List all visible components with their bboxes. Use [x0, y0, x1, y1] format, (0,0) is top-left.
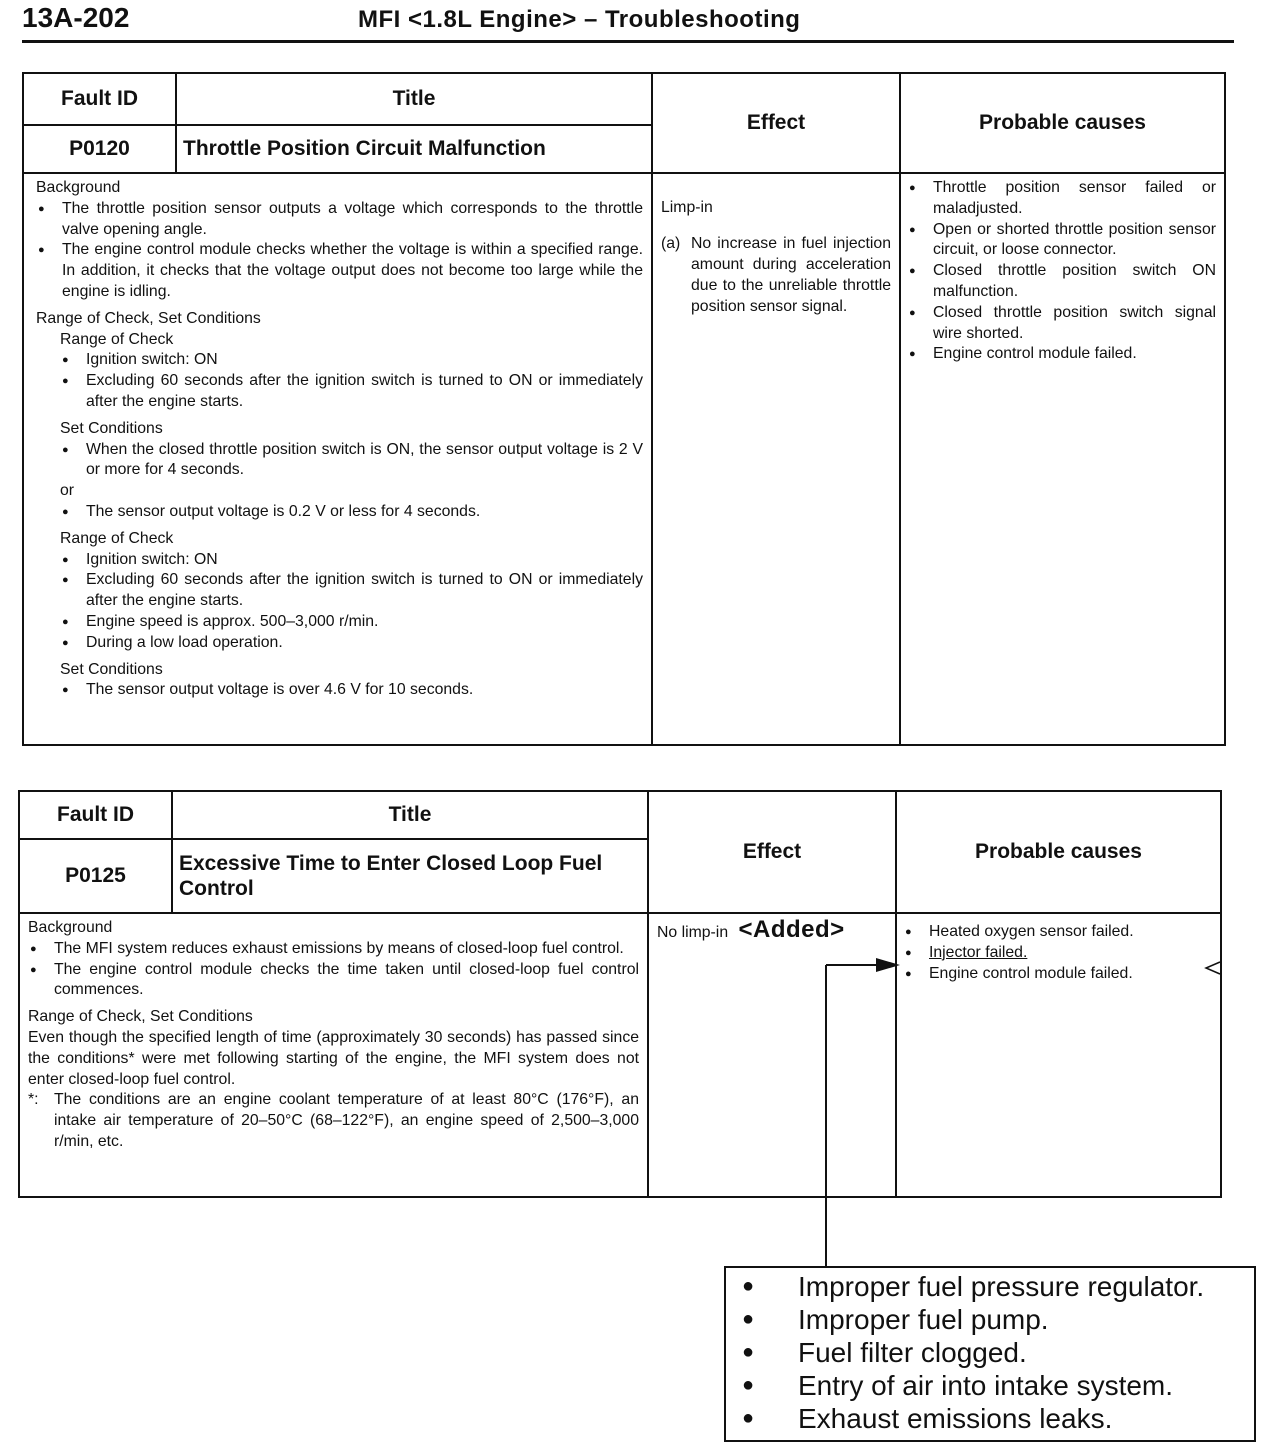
background-label: Background	[28, 919, 113, 936]
cause-item: ● Throttle position sensor failed or maladjusted.	[907, 178, 1216, 220]
fault-description	[23, 173, 652, 745]
background-item: ● The engine control module checks whether the voltage is within a specified range. In addition, it checks that the voltage output does not become too large while the engine is idling.	[36, 240, 643, 302]
cause-item: ● Injector failed.	[903, 943, 1212, 964]
background-item: ● The engine control module checks the time taken until closed-loop fuel control commences.	[28, 960, 639, 1002]
fault-id-header: Fault ID	[19, 791, 172, 839]
range-item: ● Engine speed is approx. 500–3,000 r/min.	[60, 612, 643, 633]
range-set-label: Range of Check, Set Conditions	[28, 1008, 253, 1026]
effect-marker: (a)	[661, 235, 681, 253]
set-condition-item: ● When the closed throttle position switch is ON, the sensor output voltage is 2 V or more for 4 seconds.	[60, 440, 643, 482]
effect-header: Effect	[648, 791, 896, 913]
range-of-check-label: Range of Check	[60, 529, 174, 547]
fault-id-header: Fault ID	[23, 73, 176, 125]
limp-in-label: Limp-in	[661, 198, 713, 216]
cause-item: ● Closed throttle position switch signal wire shorted.	[907, 303, 1216, 345]
background-item: ● The throttle position sensor outputs a voltage which corresponds to the throttle valve opening angle.	[36, 199, 643, 241]
footnote	[28, 1090, 639, 1152]
footnote-mark: *:	[28, 1091, 39, 1109]
page-header	[22, 2, 1234, 43]
fault-title: Throttle Position Circuit Malfunction	[176, 125, 652, 173]
range-item: ● Ignition switch: ON	[60, 350, 643, 371]
cause-item: ● Engine control module failed.	[907, 344, 1216, 365]
causes-header: Probable causes	[900, 73, 1225, 173]
range-text: Even though the specified length of time (approximately 30 seconds) has passed since the conditions* were met following starting of the engine, the MFI system does not enter closed-loop fuel control.	[28, 1028, 639, 1088]
range-of-check-label: Range of Check	[60, 330, 174, 348]
title-header: Title	[176, 73, 652, 125]
page-title: MFI <1.8L Engine> – Troubleshooting	[358, 6, 801, 33]
background-label: Background	[36, 179, 121, 196]
fault-table-p0120	[22, 72, 1226, 746]
effect-text: No increase in fuel injection amount during acceleration due to the unreliable throttle position sensor signal.	[691, 235, 891, 315]
title-header: Title	[172, 791, 648, 839]
set-conditions-label: Set Conditions	[60, 419, 163, 437]
range-item: ● Excluding 60 seconds after the ignition switch is turned to ON or immediately after the engine starts.	[60, 570, 643, 612]
cause-item: ● Closed throttle position switch ON malfunction.	[907, 261, 1216, 303]
fault-title: Excessive Time to Enter Closed Loop Fuel Control	[172, 839, 648, 913]
added-cause-item: ● Improper fuel pressure regulator.	[726, 1270, 1254, 1303]
range-set-label: Range of Check, Set Conditions	[36, 309, 261, 327]
fault-id-value: P0125	[19, 839, 172, 913]
added-cause-item: ● Fuel filter clogged.	[726, 1336, 1254, 1369]
fault-id-value: P0120	[23, 125, 176, 173]
causes-cell	[896, 913, 1221, 1197]
range-item: ● During a low load operation.	[60, 633, 643, 654]
added-label: <Added>	[738, 916, 845, 943]
range-item: ● Excluding 60 seconds after the ignition switch is turned to ON or immediately after the engine starts.	[60, 371, 643, 413]
or-label: or	[60, 482, 75, 500]
added-causes-box	[724, 1266, 1256, 1442]
set-conditions-label: Set Conditions	[60, 660, 163, 678]
cause-item: ● Open or shorted throttle position sensor circuit, or loose connector.	[907, 220, 1216, 262]
page-number: 13A-202	[22, 2, 130, 33]
causes-header: Probable causes	[896, 791, 1221, 913]
set-condition-item: ● The sensor output voltage is 0.2 V or less for 4 seconds.	[60, 502, 643, 523]
effect-item	[661, 234, 891, 317]
effect-header: Effect	[652, 73, 900, 173]
footnote-text: The conditions are an engine coolant temperature of at least 80°C (176°F), an intake air temperature of 20–50°C (68–122°F), an engine speed of 2,500–3,000 r/min, etc.	[54, 1091, 639, 1150]
set-condition-item: ● The sensor output voltage is over 4.6 V for 10 seconds.	[60, 680, 643, 701]
range-item: ● Ignition switch: ON	[60, 550, 643, 571]
added-cause-item: ● Entry of air into intake system.	[726, 1369, 1254, 1402]
cause-item: ● Engine control module failed.	[903, 964, 1212, 985]
added-cause-item: ● Improper fuel pump.	[726, 1303, 1254, 1336]
effect-cell	[648, 913, 896, 1197]
effect-text: No limp-in	[657, 924, 729, 941]
causes-cell	[900, 173, 1225, 745]
fault-description	[19, 913, 648, 1197]
fault-table-p0125	[18, 790, 1222, 1198]
added-cause-item: ● Exhaust emissions leaks.	[726, 1402, 1254, 1435]
background-item: ● The MFI system reduces exhaust emissions by means of closed-loop fuel control.	[28, 939, 639, 960]
cause-item: ● Heated oxygen sensor failed.	[903, 922, 1212, 943]
effect-cell	[652, 173, 900, 745]
